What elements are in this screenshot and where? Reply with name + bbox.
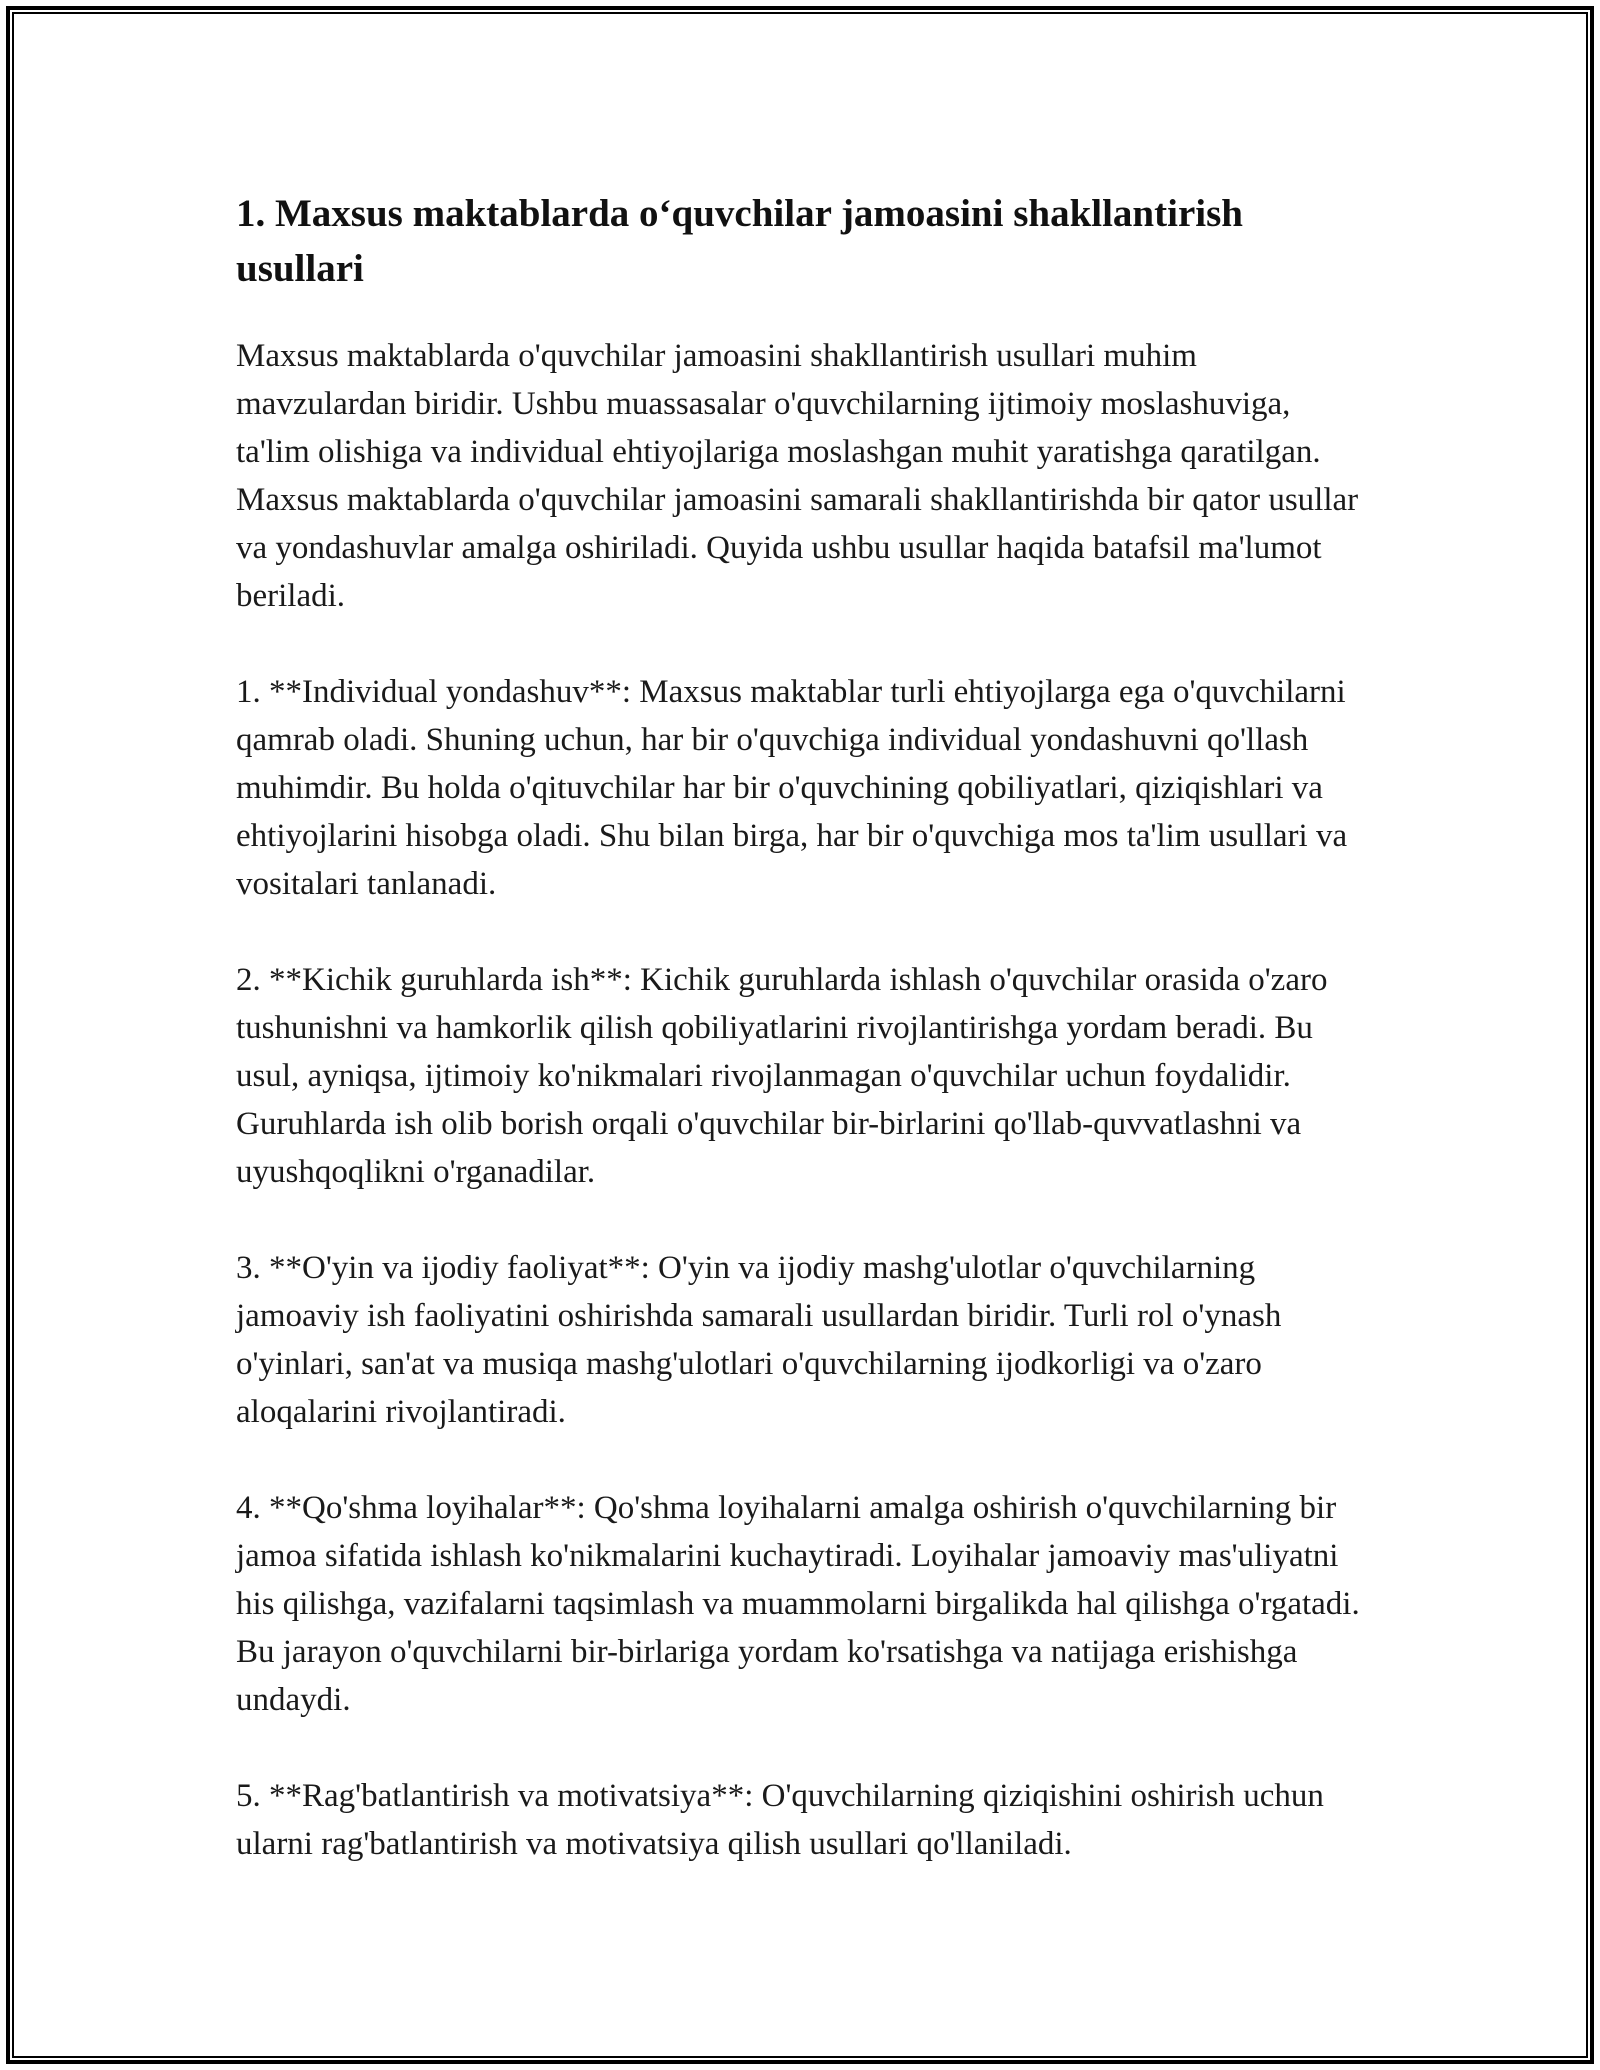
intro-paragraph: Maxsus maktablarda o'quvchilar jamoasini shakllantirish usullari muhim mavzulardan biridir. Ushbu muassasalar o'quvchilarning ijtimoiy moslashuviga, ta'lim olishiga va individual ehtiyojlariga moslashgan muhit yaratishga qaratilgan. Maxsus maktablarda o'quvchilar jamoasini samarali shakllantirishda bir qator usullar va yondashuvlar amalga oshiriladi. Quyida ushbu usullar haqida batafsil ma'lumot beriladi. (236, 338, 1359, 614)
method-small-group-work: 2. **Kichik guruhlarda ish**: Kichik guruhlarda ishlash o'quvchilar orasida o'zaro tushunishni va hamkorlik qilish qobiliyatlarini rivojlantirishga yordam beradi. Bu usul, ayniqsa, ijtimoiy ko'nikmalari rivojlanmagan o'quvchilar uchun foydalidir. Guruhlarda ish olib borish orqali o'quvchilar bir-birlarini qo'llab-quvvatlashni va uyushqoqlikni o'rganadilar. (236, 962, 1328, 1190)
method-individual-approach: 1. **Individual yondashuv**: Maxsus maktablar turli ehtiyojlarga ega o'quvchilarni qamrab oladi. Shuning uchun, har bir o'quvchiga individual yondashuvni qo'llash muhimdir. Bu holda o'qituvchilar har bir o'quvchining qobiliyatlari, qiziqishlari va ehtiyojlarini hisobga oladi. Shu bilan birga, har bir o'quvchiga mos ta'lim usullari va vositalari tanlanadi. (236, 674, 1348, 902)
method-encouragement-motivation: 5. **Rag'batlantirish va motivatsiya**: O'quvchilarning qiziqishini oshirish uchun ularni rag'batlantirish va motivatsiya qilish usullari qo'llaniladi. (236, 1778, 1324, 1862)
method-play-creative-activity: 3. **O'yin va ijodiy faoliyat**: O'yin va ijodiy mashg'ulotlar o'quvchilarning jamoaviy ish faoliyatini oshirishda samarali usullardan biridir. Turli rol o'ynash o'yinlari, san'at va musiqa mashg'ulotlari o'quvchilarning ijodkorligi va o'zaro aloqalarini rivojlantiradi. (236, 1250, 1282, 1430)
method-joint-projects: 4. **Qo'shma loyihalar**: Qo'shma loyihalarni amalga oshirish o'quvchilarning bir jamoa sifatida ishlash ko'nikmalarini kuchaytiradi. Loyihalar jamoaviy mas'uliyatni his qilishga, vazifalarni taqsimlash va muammolarni birgalikda hal qilishga o'rgatadi. Bu jarayon o'quvchilarni bir-birlariga yordam ko'rsatishga va natijaga erishishga undaydi. (236, 1490, 1360, 1718)
document-title: 1. Maxsus maktablarda o‘quvchilar jamoasini shakllantirish usullari (236, 192, 1243, 290)
document-body (236, 186, 1366, 1916)
